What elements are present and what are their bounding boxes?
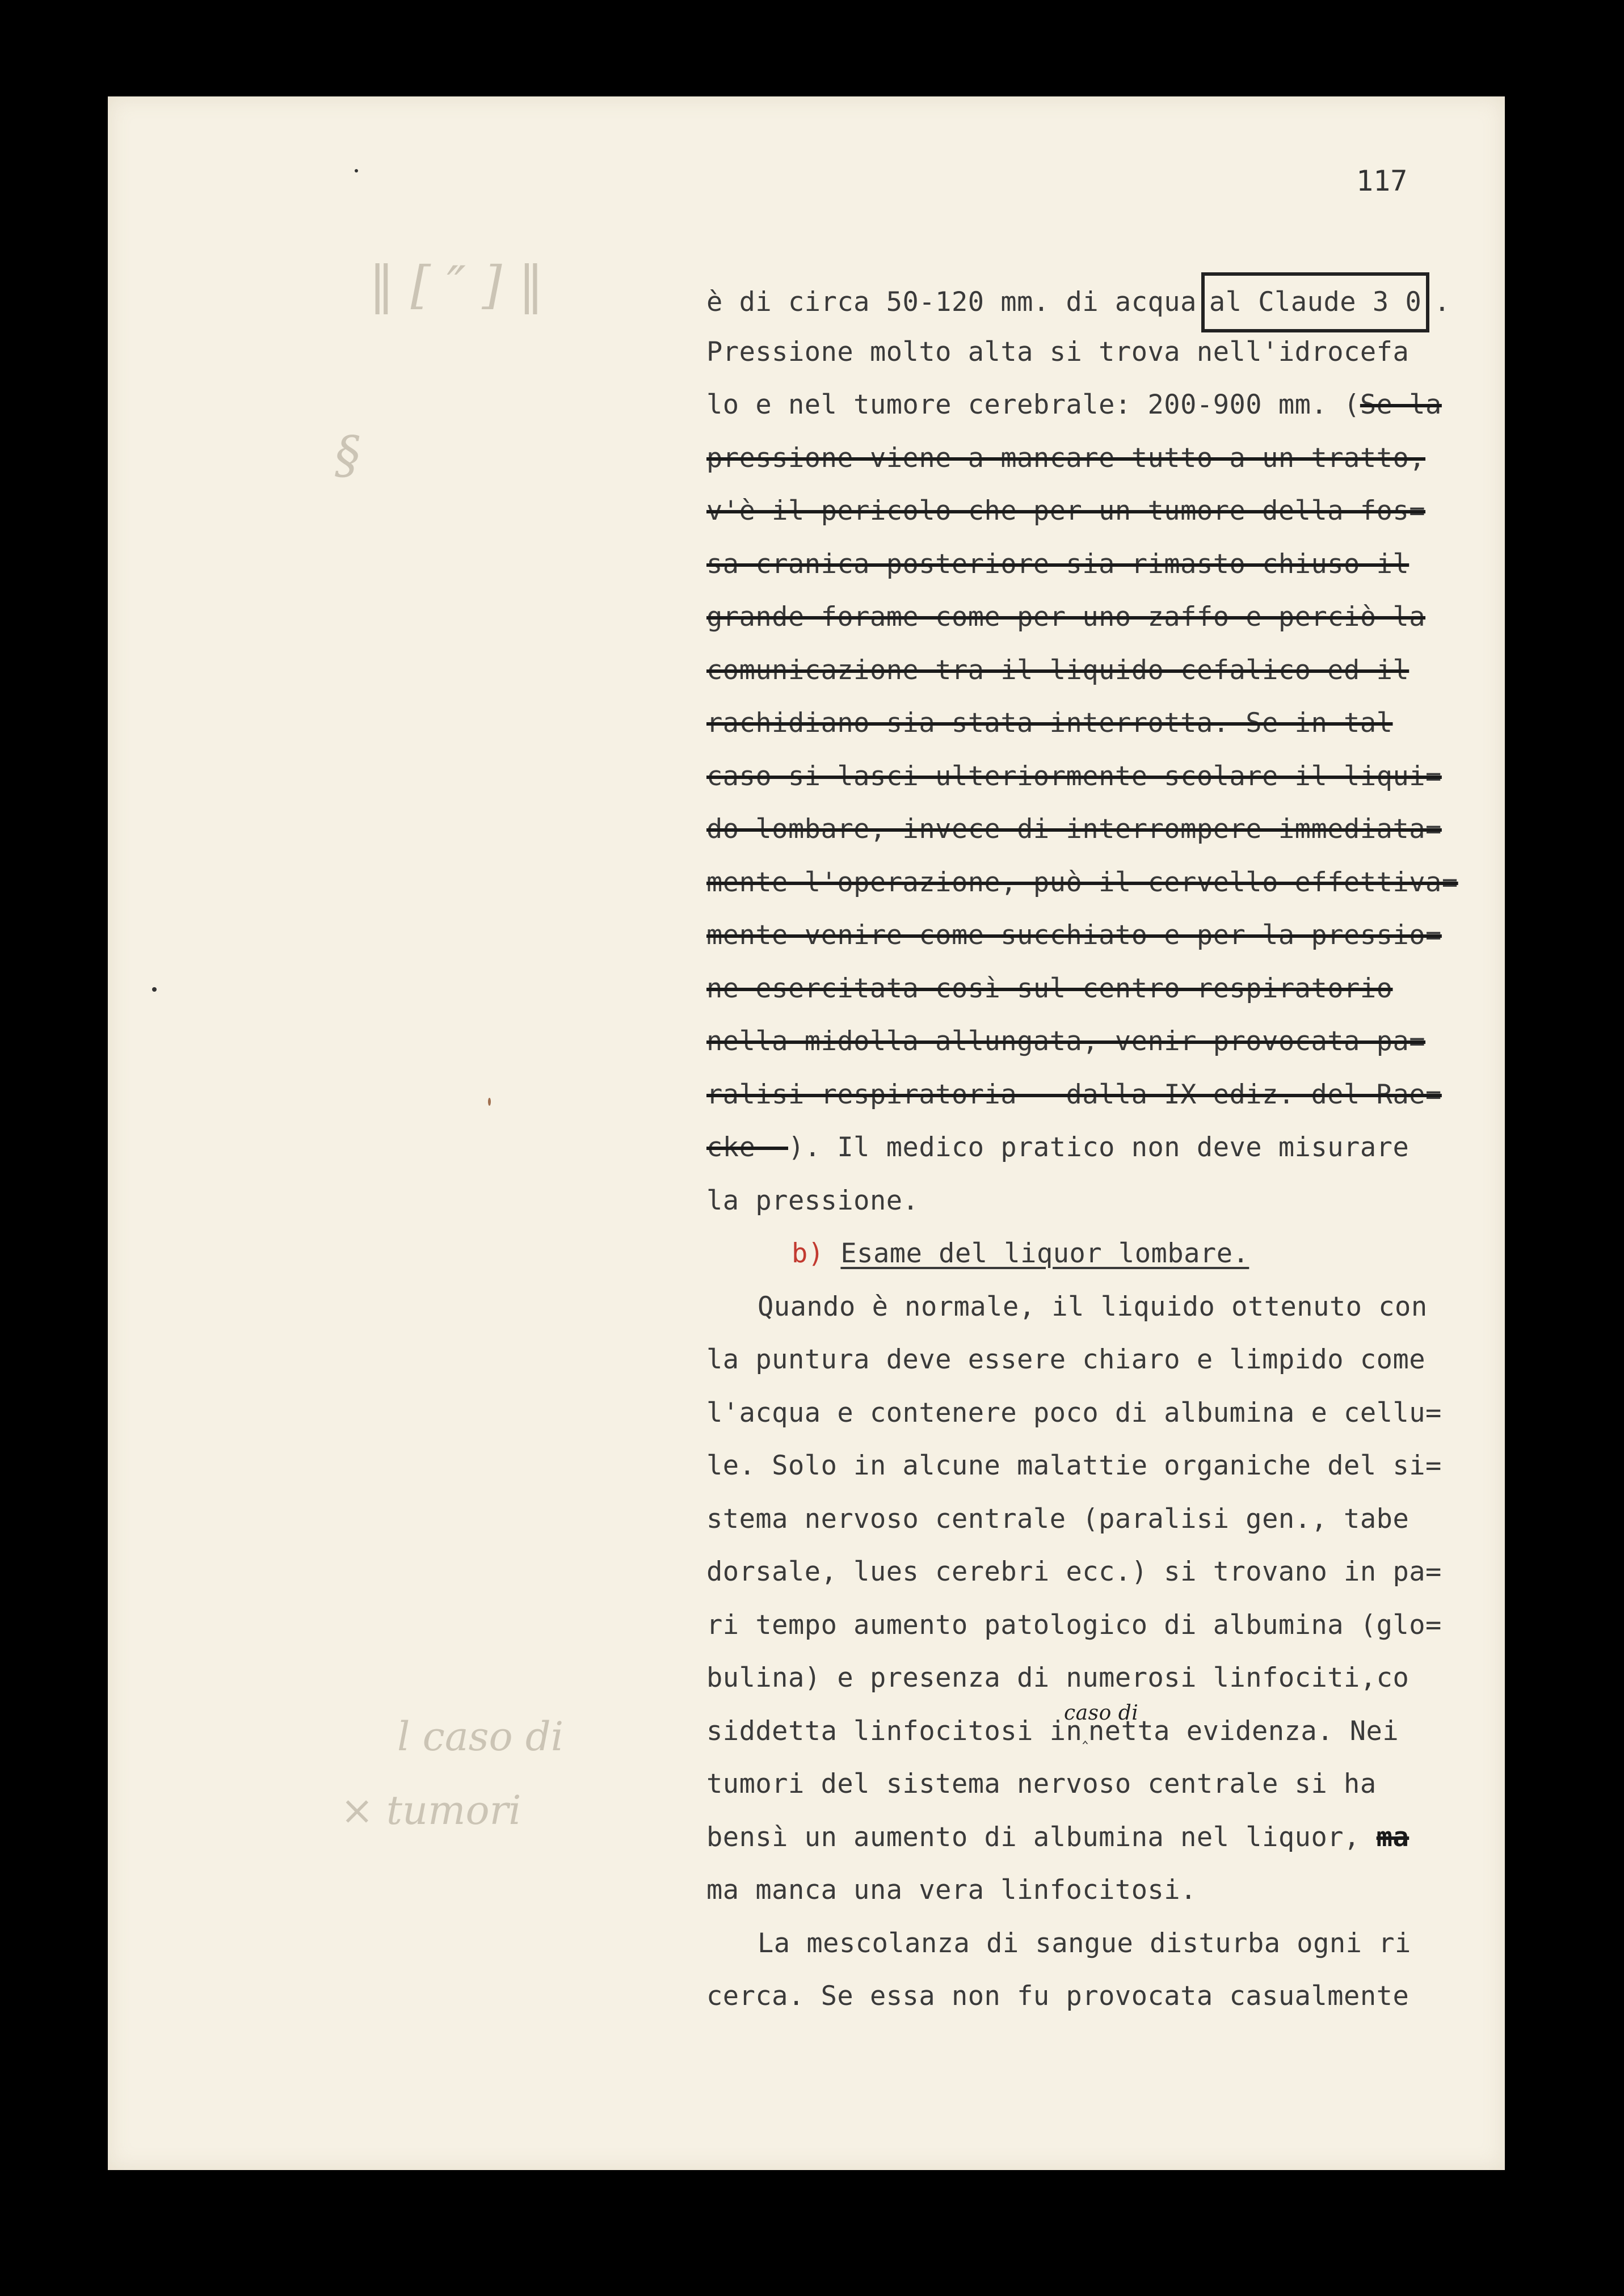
struck-line: grande forame come per uno zaffo e perciò la	[706, 601, 1426, 633]
pencil-marginal-note: ‖ [ ″ ] ‖	[369, 255, 544, 315]
text-line: cerca. Se essa non fu provocata casualmente	[706, 1981, 1410, 2012]
text-line: lo e nel tumore cerebrale: 200-900 mm. (Se la	[706, 389, 1442, 420]
struck-line: nella midolla allungata, venir provocata pa=	[706, 1026, 1426, 1057]
bracketed-correction: al Claude 3 0	[1201, 272, 1429, 332]
section-title: Esame del liquor lombare.	[840, 1238, 1249, 1269]
text-line: Pressione molto alta si trova nell'idrocefa	[706, 336, 1410, 368]
text-line: la pressione.	[706, 1185, 919, 1216]
section-heading	[706, 1227, 1490, 1280]
struck-line: caso si lasci ulteriormente scolare il liqui=	[706, 760, 1442, 792]
text-line: stema nervoso centrale (paralisi gen., tabe	[706, 1503, 1410, 1535]
pencil-marginal-note: §	[335, 426, 360, 485]
text-line: è di circa 50-120 mm. di acqua al Claude 3 0 .	[706, 272, 1490, 326]
struck-text: ma	[1376, 1821, 1410, 1853]
struck-line: ne esercitata così sul centro respiratorio	[706, 972, 1393, 1004]
struck-text: Se la	[1360, 389, 1442, 420]
struck-line: pressione viene a mancare tutto a un tratto,	[706, 442, 1426, 474]
struck-line: do lombare, invece di interrompere immediata=	[706, 814, 1442, 845]
pencil-marginal-note: l caso di	[397, 1713, 564, 1760]
text-line: cke -). Il medico pratico non deve misurare	[706, 1132, 1410, 1163]
pencil-marginal-note: × tumori	[340, 1787, 521, 1834]
text-line: Quando è normale, il liquido ottenuto con	[758, 1291, 1428, 1322]
struck-line: rachidiano sia stata interrotta. Se in tal	[706, 707, 1393, 739]
paper-speck	[152, 987, 157, 992]
text-line: bensì un aumento di albumina nel liquor, ma	[706, 1821, 1410, 1853]
struck-line: comunicazione tra il liquido cefalico ed il	[706, 654, 1410, 686]
text-line: siddetta linfocitosi in caso di ‸netta evidenza. Nei	[706, 1705, 1490, 1758]
text-line: le. Solo in alcune malattie organiche del si=	[706, 1450, 1442, 1481]
typed-body	[706, 272, 1490, 2023]
section-label: b)	[792, 1238, 824, 1269]
text-line: ri tempo aumento patologico di albumina (glo=	[706, 1609, 1442, 1641]
struck-line: mente l'operazione, può il cervello effettiva=	[706, 866, 1458, 898]
text-line: tumori del sistema nervoso centrale si ha	[706, 1768, 1377, 1800]
struck-line: sa cranica posteriore sia rimasto chiuso il	[706, 548, 1410, 580]
struck-text: cke -	[706, 1132, 788, 1163]
page-number: 117	[1356, 165, 1408, 197]
text-line: la puntura deve essere chiaro e limpido come	[706, 1344, 1426, 1375]
text-line: bulina) e presenza di numerosi linfociti,co	[706, 1662, 1410, 1693]
struck-line: v'è il pericolo che per un tumore della fos=	[706, 495, 1426, 526]
text-line: La mescolanza di sangue disturba ogni ri	[758, 1927, 1411, 1959]
paper-speck	[355, 169, 358, 172]
handwritten-insert: caso di	[1064, 1701, 1139, 1725]
paper-speck	[488, 1098, 491, 1106]
struck-line: ralisi respiratoria - dalla IX ediz. del Rae=	[706, 1079, 1442, 1110]
text-line: ma manca una vera linfocitosi.	[706, 1874, 1197, 1906]
text-line: dorsale, lues cerebri ecc.) si trovano in pa=	[706, 1556, 1442, 1587]
text-line: l'acqua e contenere poco di albumina e cellu=	[706, 1397, 1442, 1429]
struck-line: mente venire come succhiato e per la pressio=	[706, 920, 1442, 951]
